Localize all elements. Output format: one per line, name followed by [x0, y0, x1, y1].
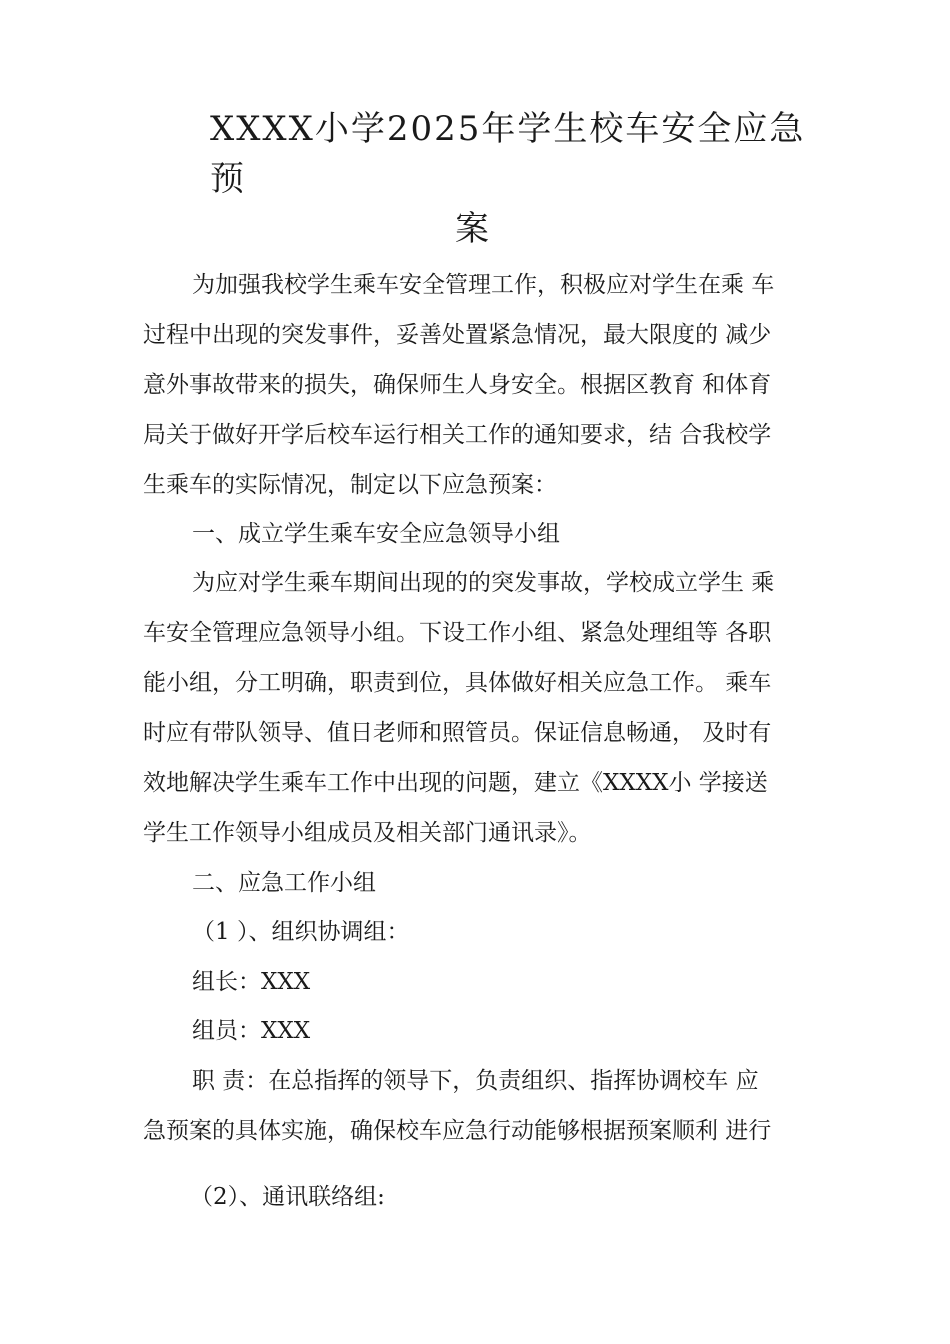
duty-line: 职 责：在总指挥的领导下，负责组织、指挥协调校车 应 [192, 1068, 759, 1094]
title-line-1: XXXX小学2025年学生校车安全应急预 [210, 109, 806, 199]
paragraph-line: 能小组，分工明确，职责到位，具体做好相关应急工作。 乘车 [143, 670, 772, 696]
paragraph-line: 效地解决学生乘车工作中出现的问题，建立《XXXX小 学接送 [143, 770, 768, 796]
paragraph-line: 急预案的具体实施，确保校车应急行动能够根据预案顺利 进行 [143, 1118, 772, 1144]
paragraph-line: 时应有带队领导、值日老师和照管员。保证信息畅通， 及时有 [143, 720, 772, 746]
paragraph-line: 过程中出现的突发事件，妥善处置紧急情况，最大限度的 减少 [143, 322, 772, 348]
section-heading: 二、应急工作小组 [192, 870, 376, 896]
section-heading: 一、成立学生乘车安全应急领导小组 [192, 521, 560, 547]
paragraph-line: 为加强我校学生乘车安全管理工作，积极应对学生在乘 车 [192, 272, 775, 298]
paragraph-line: 为应对学生乘车期间出现的的突发事故，学校成立学生 乘 [192, 570, 775, 596]
document-title [210, 104, 830, 254]
paragraph-line: 意外事故带来的损失，确保师生人身安全。根据区教育 和体育 [143, 372, 772, 398]
group-member-line: 组员：XXX [192, 1018, 311, 1044]
paragraph-line: 车安全管理应急领导小组。下设工作小组、紧急处理组等 各职 [143, 620, 772, 646]
subsection-heading: （1 ）、组织协调组： [192, 919, 410, 945]
paragraph-line: 学生工作领导小组成员及相关部门通讯录》。 [143, 820, 592, 846]
paragraph-line: 生乘车的实际情况，制定以下应急预案： [143, 472, 557, 498]
paragraph-line: 局关于做好开学后校车运行相关工作的通知要求，结 合我校学 [143, 422, 772, 448]
group-leader-line: 组长：XXX [192, 969, 311, 995]
subsection-heading: （2）、通讯联络组: [190, 1184, 385, 1210]
title-line-2: 案 [455, 209, 491, 249]
